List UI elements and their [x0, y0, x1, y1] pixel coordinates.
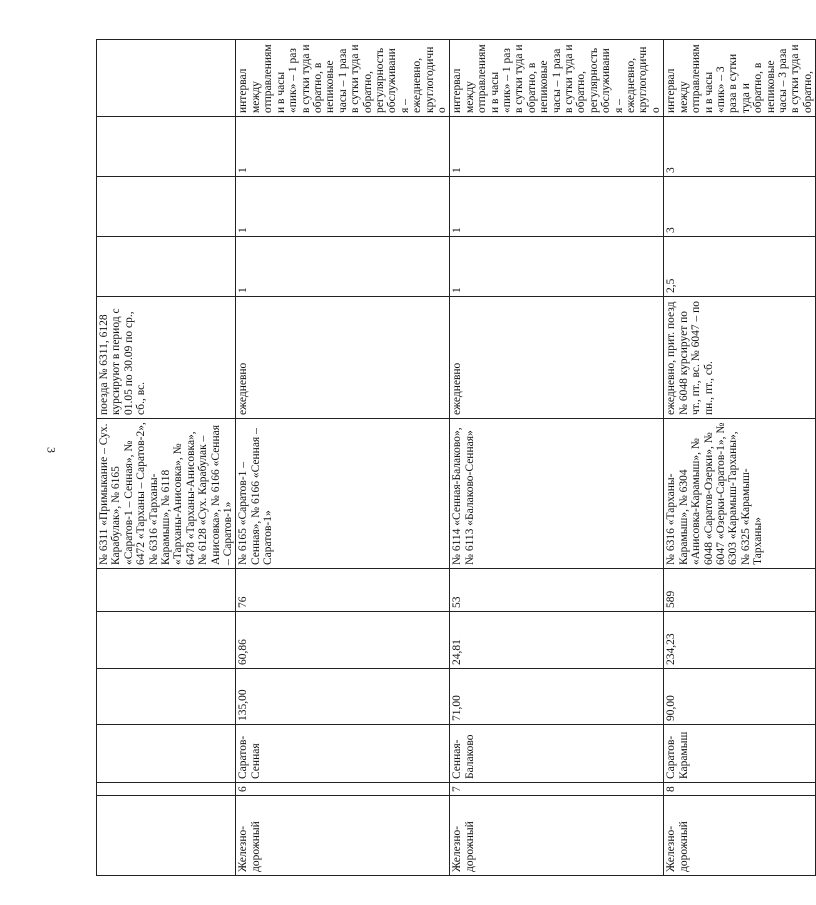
table-row	[236, 40, 450, 876]
count3-cell: 3	[664, 117, 816, 177]
route-name-cell	[97, 725, 236, 783]
table-row	[664, 40, 816, 876]
transport-type-cell: Железно-дорожный	[664, 796, 816, 876]
time-cell: 76	[236, 569, 450, 612]
rotated-table-wrapper	[96, 40, 814, 876]
schedule-cell: ежедневно, прит. поезд № 6048 курсирует по чт., пт., вс. № 6047 – по пн., пт., сб.	[664, 297, 816, 419]
page-number: 3	[44, 447, 59, 453]
table-row	[450, 40, 664, 876]
schedule-cell: ежедневно	[450, 297, 664, 419]
count2-cell	[97, 177, 236, 237]
transport-type-cell: Железно-дорожный	[450, 796, 664, 876]
schedule-cell: поезда № 6311, 6128 курсируют в период с 01.05 по 30.09 по ср., сб., вс.	[97, 297, 236, 419]
count1-cell: 1	[236, 237, 450, 297]
length-cell: 135,00	[236, 669, 450, 725]
route-num-cell	[97, 783, 236, 796]
trains-cell: № 6165 «Саратов-1 – Сенная», № 6166 «Сенная – Саратов-1»	[236, 419, 450, 569]
time-cell	[97, 569, 236, 612]
interval-cell: интервал между отправлениями в часы «пик» – 3 раза в сутки туда и обратно, в непиковые часы – 3 раза в сутки туда и обратно,	[664, 40, 816, 117]
route-name-cell: Саратов-Карамыш	[664, 725, 816, 783]
transport-type-cell: Железно-дорожный	[236, 796, 450, 876]
count1-cell: 1	[450, 237, 664, 297]
length2-cell: 24,81	[450, 612, 664, 669]
count1-cell: 2,5	[664, 237, 816, 297]
trains-cell: № 6311 «Примыкание – Сух. Карабулак», № 6165 «Саратов-1 – Сенная», № 6472 «Тарханы – Саратов-2», № 6316 «Тарханы-Карамыш», № 6118 «Тарханы-Анисовка», № 6478 «Тарханы-Анисовка», № 6128 «Сух. Карабулак – Анисовка», № 6166 «Сенная – Саратов-1»	[97, 419, 236, 569]
time-cell: 589	[664, 569, 816, 612]
length-cell: 71,00	[450, 669, 664, 725]
interval-cell	[97, 40, 236, 117]
count1-cell	[97, 237, 236, 297]
length2-cell	[97, 612, 236, 669]
count2-cell: 3	[664, 177, 816, 237]
table-row	[97, 40, 236, 876]
length-cell: 90,00	[664, 669, 816, 725]
route-num-cell: 6	[236, 783, 450, 796]
length2-cell: 234,23	[664, 612, 816, 669]
routes-table	[96, 39, 816, 876]
route-name-cell: Сенная-Балаково	[450, 725, 664, 783]
route-name-cell: Саратов-Сенная	[236, 725, 450, 783]
interval-cell: интервал между отправлениями в часы «пик» – 1 раз в сутки туда и обратно, в непиковые часы – 1 раза в сутки туда и обратно, регулярность обслуживания – ежедневно, круглогодично	[450, 40, 664, 117]
interval-cell: интервал между отправлениями в часы «пик» – 1 раз в сутки туда и обратно, в непиковые часы – 1 раза в сутки туда и обратно, регулярность обслуживания – ежедневно, круглогодично	[236, 40, 450, 117]
time-cell: 53	[450, 569, 664, 612]
transport-type-cell	[97, 796, 236, 876]
count3-cell: 1	[450, 117, 664, 177]
schedule-cell: ежедневно	[236, 297, 450, 419]
length2-cell: 60,86	[236, 612, 450, 669]
count3-cell	[97, 117, 236, 177]
count3-cell: 1	[236, 117, 450, 177]
count2-cell: 1	[236, 177, 450, 237]
route-num-cell: 8	[664, 783, 816, 796]
trains-cell: № 6114 «Сенная-Балаково», № 6113 «Балаково-Сенная»	[450, 419, 664, 569]
count2-cell: 1	[450, 177, 664, 237]
trains-cell: № 6316 «Тарханы-Карамыш», № 6304 «Анисовка-Карамыш», № 6048 «Саратов-Озерки», № 6047 «Озерки-Саратов-1», № 6303 «Карамыш-Тарханы», № 6325 «Карамыш-Тарханы»	[664, 419, 816, 569]
route-num-cell: 7	[450, 783, 664, 796]
length-cell	[97, 669, 236, 725]
